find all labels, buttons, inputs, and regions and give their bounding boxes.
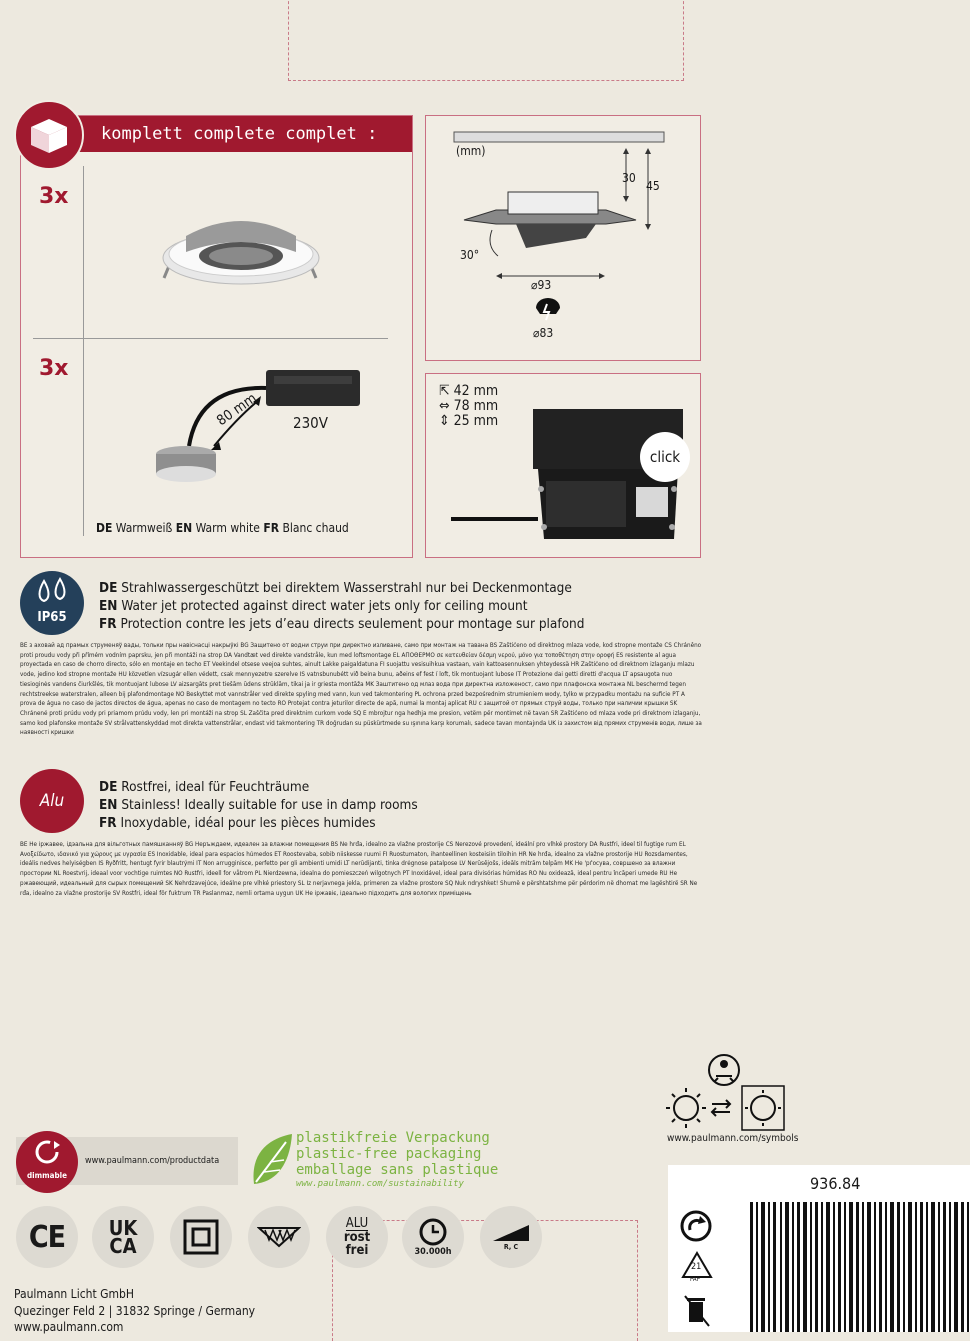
mm-mark (248, 1206, 310, 1268)
color-de: Warmweiß (115, 521, 173, 535)
alu-translations: BE Не іржавее, ідэальна для вільготных памяшканняў BG Неръждаем, идеален за влажни помещения BS Ne hrđa, idealno za vlažne prostorije CS Nerezové provedení, ideální pro vlhké prostory DA Rustfri, ideel til fugtige rum EL Ανοξείδωτο, ιδανικό για χώρους με υγρασία ES Inoxidable, ideal para espacios húmedos ET Roostevaba, sobib niiskesse ruumi FI Ruostumaton, ihanteellinen kosteisiin tiloihin HR Ne hrđa, idealno za vlažne prostorije HU Rozsdamentes, ideális nedves helyiségben IS Ryðfritt, hentugt fyrir blautrými IT Non arrugginisce, perfetto per gli ambienti umidi LT nerūdijanti, tinka drėgnose patalpose LV Nerūsējošs, ideāls mitrām telpām MK Не 'рѓосува, совршено за влажни простории NL Roestvrij, ideaal voor vochtige ruimtes NO Rustfri, ideell for våtrom PL Nierdzewna, idealna do pomieszczeń wilgotnych PT Inoxidável, ideal para divisórias húmidas RO Nu oxidează, ideal pentru încăperi umede RU Не ржавеющий, идеальный для сырых помещений SK Nehrdzavejúce, ideálne pre vlhké priestory SL Iz nerjavnega jekla, primeren za vlažne prostore SQ Nuk ndryshket! Shumë e përshtatshme për përdorim në dhomat me lagështirë SR Ne rđa, idealno za vlažne prostorije SV Rostfri, ideal för fuktrum TR Paslanmaz, nemli ortama uygun UK Не іржавіє, ідеально підходить для вологих приміщень (20, 841, 698, 897)
horizontal-arrow-icon: ⇔ (439, 398, 450, 414)
diagonal-arrow-icon: ⇱ (439, 383, 450, 399)
ip65-fr: Protection contre les jets d’eau directs seulement pour montage sur plafond (120, 616, 585, 632)
kit-contents-panel (20, 115, 413, 558)
alu-text (99, 778, 699, 832)
double-square-icon (183, 1219, 219, 1255)
package-icon-badge (14, 100, 84, 170)
qty-spotlight: 3x (39, 184, 69, 209)
pap-recycle-icon (680, 1250, 714, 1284)
company-address (14, 1286, 255, 1336)
alu-mark-line2: rost (343, 1230, 371, 1245)
junction-box-panel (425, 373, 701, 558)
alu-de: Rostfrei, ideal für Feuchträume (121, 779, 310, 795)
driver-module-image (149, 366, 394, 506)
diameter-93: ⌀93 (531, 278, 552, 292)
box-dim-1: 42 mm (453, 383, 499, 399)
ce-mark (16, 1206, 78, 1268)
crossed-bin-icon (683, 1294, 711, 1328)
alu-badge (20, 769, 84, 833)
dimmable-badge (16, 1131, 78, 1193)
ce-label: CE (28, 1219, 66, 1255)
divider-horizontal (33, 338, 388, 339)
wedge-icon (491, 1223, 531, 1243)
qty-module: 3x (39, 356, 69, 381)
plastic-de: plastikfreie Verpackung (296, 1130, 490, 1146)
ip65-label: IP65 (37, 610, 67, 625)
company-name: Paulmann Licht GmbH (14, 1287, 134, 1301)
ip65-badge (20, 571, 84, 635)
lang-code: FR (99, 616, 117, 632)
article-number: 936.84 (810, 1174, 861, 1193)
alu-rostfrei-mark (326, 1206, 388, 1268)
click-bubble (640, 432, 690, 482)
height-30: 30 (622, 171, 636, 185)
click-label: click (649, 448, 681, 466)
alu-mark-line3: frei (345, 1243, 369, 1258)
barcode (750, 1202, 970, 1332)
tilt-angle: 30° (460, 248, 480, 262)
spotlight-ring-image (156, 196, 326, 296)
dimension-drawing (436, 126, 692, 352)
height-45: 45 (646, 179, 660, 193)
dimmable-label: dimmable (27, 1171, 67, 1180)
mounting-mark (480, 1206, 542, 1268)
symbols-link[interactable]: www.paulmann.com/symbols (667, 1133, 799, 1144)
ip65-en: Water jet protected against direct water jets only for ceiling mount (121, 598, 528, 614)
class-ii-mark (170, 1206, 232, 1268)
alu-en: Stainless! Ideally suitable for use in damp rooms (121, 797, 418, 813)
ip65-translations: BE з аховай ад прамых струменяў вады, тольки пры навіснасці накрыўкі BG Защитено от водни струи при директно изливане, само при монтаж на тавана BS Zaštićeno od direktnog mlaza vode, kod stropne montaže CS Chráněno proti proudu vody při přímém vodním paprsku, jen při montáži na strop DA Vandtæt ved direkte vandstråle, kun med loftsmontage EL ΑΠΟΘΕΡΜΟ σε κατευθείαν δέσμη νερού, μόνο για τοποθέτηση στην οροφή ES resistente al agua proyectada en caso de chorro directo, sólo en montaje en techo ET Veekindel otsese veejoa suhtes, ainult Lakke paigaldatuna FI suojattu vesisuihkua vastaan, vain kattoasennuksen yhteydessä HR Zaštićeno od direktnom izlaganju mlazu vode, jedino kod stropne montaže HU közvetlen vízsugár ellen védett, csak mennyezetre szerelve IS vatnsbunubétt við beina bunu, aðeins ef fest í loft, tik montuojant lubose IT Protezione dai getti diretti d'acqua LT apsaugota nuo tiesioginės vandens čiurkšlės, tik montuojant lubose LV aizsargāts pret tiešām ūdens strūklām, tikai ja ir griesta montāža MK Заштитено од млаз вода при директна изложеност, само при плафонска монтажа NL beschermd tegen rechtstreekse waterstralen, alleen bij plafondmontage NO Beskyttet mot vannstråler ved direkte spyling med vann, kun ved takmontering PL ochrona przed bezpośrednim strumieniem wody, tylko w przypadku montażu na suficie PT A prova de água no caso de jactos directos de água, apenas no caso de montagem no tecto RO Protejat contra jeturilor directe de apă, numai la montaj aplicat RU с защитой от прямых струй воды, только при наличии крышки SK Chránené proti prúdu vody pri priamom prúdu vody, len pri montáži na strop SL Zaščita pred direktnim curkom vode SQ E mbrojtur nga hedhja me presion, vetëm për montimet në tavan SR Zaštićeno od mlaza vode pri direktnom izlaganju, samo kod plafonske montaže SV strålvattenskyddad mot direkta vattenstrålar, endast vid takmontering TR doğrudan su püskürtmede su ışınına karşı korumalı, sadece tavan montajında UK із захистом від прямих струменів води, лише за наявності кришки (20, 642, 702, 737)
lang-code: FR (99, 815, 117, 831)
color-en: Warm white (195, 521, 260, 535)
company-street: Quezinger Feld 2 | 31832 Springe / Germany (14, 1303, 256, 1318)
leaf-icon (250, 1132, 296, 1190)
lang-code: EN (99, 598, 118, 614)
water-drops-icon (32, 577, 72, 607)
cutout-83: ⌀83 (533, 326, 554, 340)
cable-length-label: 80 mm (214, 390, 260, 430)
ukca-line2: CA (109, 1234, 137, 1258)
lang-code: DE (99, 779, 118, 795)
lang-code: EN (99, 797, 118, 813)
color-temperature-note (96, 521, 349, 535)
alu-mark-line1: ALU (345, 1216, 369, 1231)
voltage-label: 230V (293, 414, 328, 432)
symbols-icon (664, 1052, 790, 1134)
alu-fr: Inoxydable, idéal pour les pièces humides (120, 815, 376, 831)
unit-label: (mm) (456, 144, 486, 158)
dimensions-panel (425, 115, 701, 361)
ukca-line1: UK (108, 1216, 138, 1240)
vertical-arrow-icon: ⇕ (439, 413, 450, 429)
plastic-en: plastic-free packaging (296, 1146, 482, 1162)
recycle-code: 21 (691, 1262, 702, 1272)
lang-code: DE (99, 580, 118, 596)
kit-banner-text: komplett complete complet : (101, 124, 378, 144)
lang-code: FR (263, 521, 280, 535)
box-dim-3: 25 mm (453, 413, 499, 429)
lifetime-mark (402, 1206, 464, 1268)
lifetime-hours: 30.000h (414, 1247, 452, 1257)
recycle-icon (680, 1210, 712, 1242)
color-fr: Blanc chaud (282, 521, 349, 535)
ip65-de: Strahlwassergeschützt bei direktem Wasserstrahl nur bei Deckenmontage (121, 580, 572, 596)
ukca-mark (92, 1206, 154, 1268)
box-dim-2: 78 mm (453, 398, 499, 414)
top-flap-outline (288, 0, 684, 81)
productdata-link[interactable]: www.paulmann.com/productdata (85, 1156, 220, 1166)
lang-code: EN (175, 521, 193, 535)
company-website[interactable]: www.paulmann.com (14, 1320, 124, 1334)
recycle-label: PAP (690, 1276, 700, 1283)
box-icon (27, 115, 71, 155)
lang-code: DE (96, 521, 113, 535)
sustainability-link[interactable]: www.paulmann.com/sustainability (296, 1179, 464, 1189)
plastic-free-text (296, 1130, 498, 1190)
alu-badge-label: Alu (39, 791, 65, 811)
rc-label: R, C (503, 1243, 519, 1251)
plastic-fr: emballage sans plastique (296, 1162, 499, 1178)
dimmer-icon (32, 1137, 62, 1167)
clock-icon (418, 1217, 448, 1247)
ip65-text (99, 579, 699, 633)
mm-icon (257, 1224, 301, 1250)
divider-vertical (83, 166, 84, 536)
